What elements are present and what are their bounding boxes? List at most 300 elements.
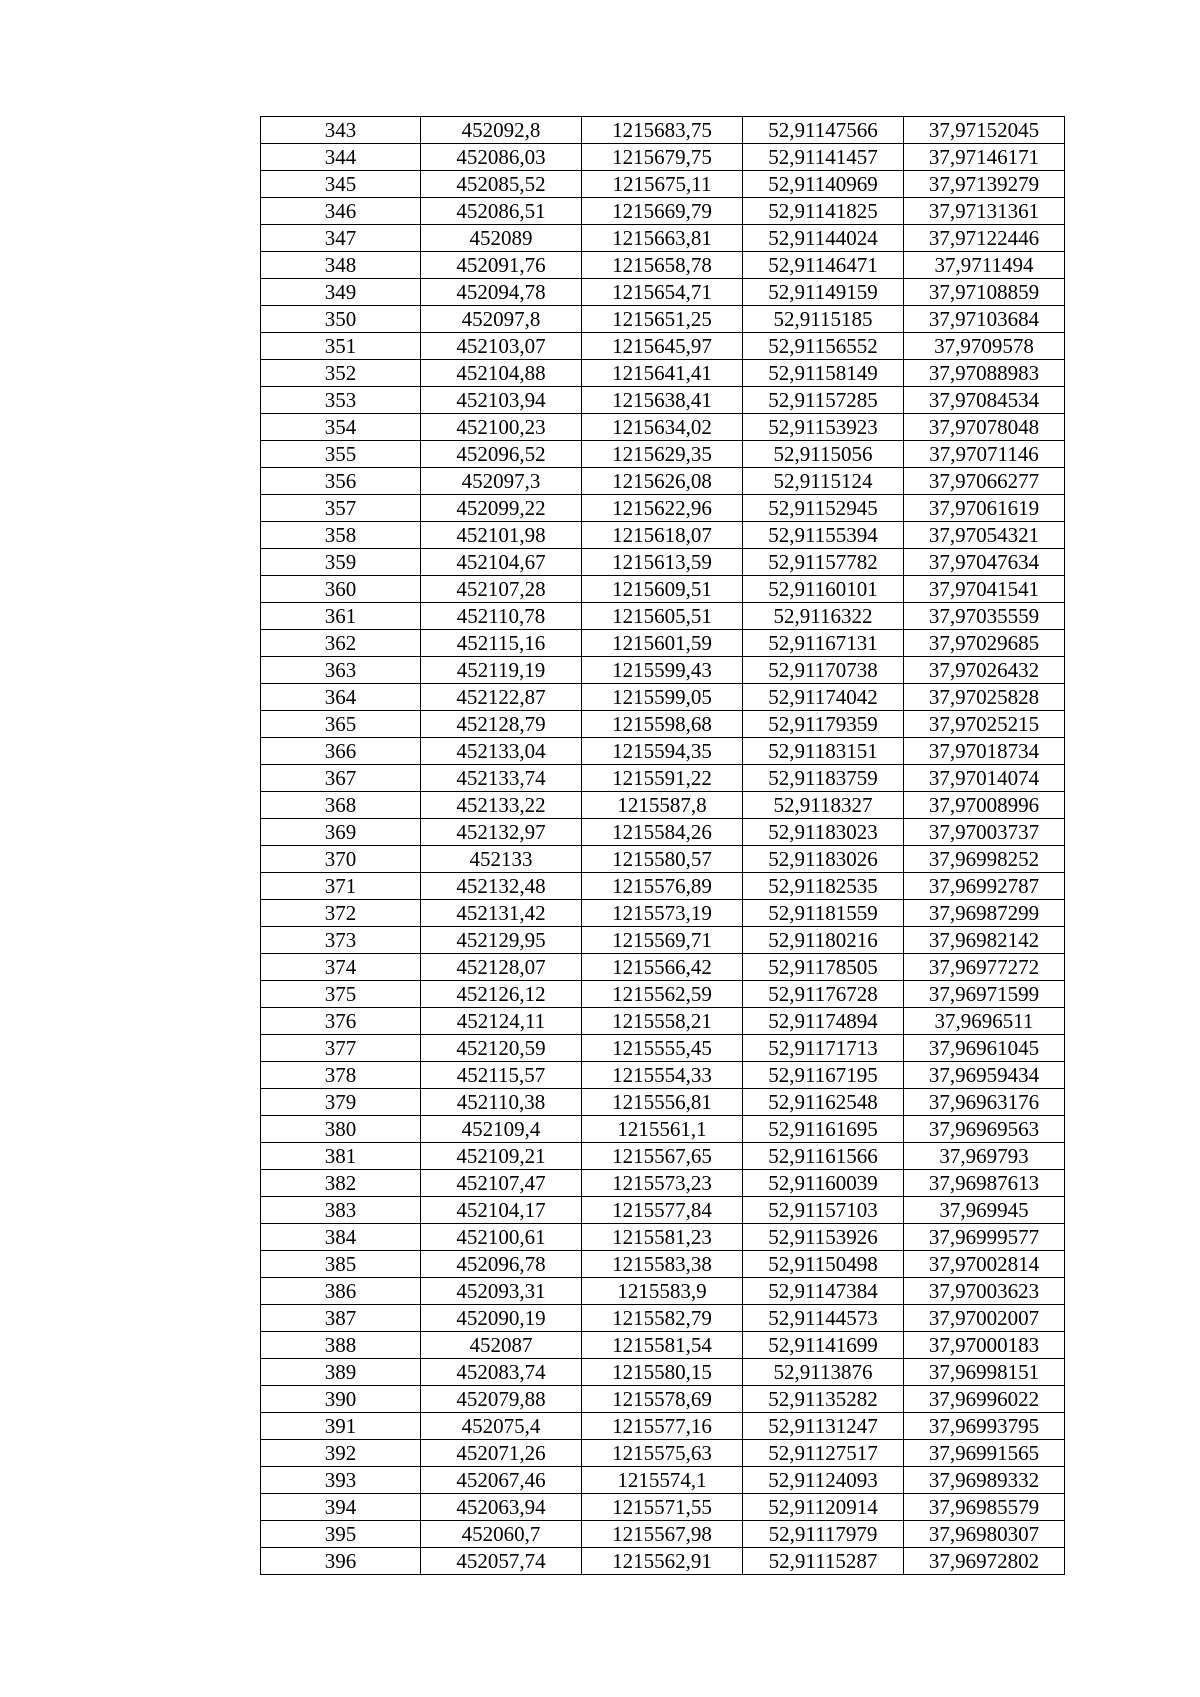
- x-coordinate-cell: 452071,26: [421, 1440, 582, 1467]
- point-number-cell: 369: [261, 819, 421, 846]
- table-row: [261, 819, 1065, 846]
- longitude-cell: 37,97018734: [904, 738, 1065, 765]
- x-coordinate-cell: 452089: [421, 225, 582, 252]
- point-number-cell: 374: [261, 954, 421, 981]
- y-coordinate-cell: 1215622,96: [582, 495, 743, 522]
- x-coordinate-cell: 452133,74: [421, 765, 582, 792]
- table-row: [261, 1413, 1065, 1440]
- latitude-cell: 52,91183023: [743, 819, 904, 846]
- x-coordinate-cell: 452126,12: [421, 981, 582, 1008]
- table-row: [261, 603, 1065, 630]
- y-coordinate-cell: 1215605,51: [582, 603, 743, 630]
- x-coordinate-cell: 452119,19: [421, 657, 582, 684]
- point-number-cell: 388: [261, 1332, 421, 1359]
- table-row: [261, 522, 1065, 549]
- table-row: [261, 144, 1065, 171]
- latitude-cell: 52,91157782: [743, 549, 904, 576]
- table-row: [261, 225, 1065, 252]
- x-coordinate-cell: 452079,88: [421, 1386, 582, 1413]
- point-number-cell: 364: [261, 684, 421, 711]
- x-coordinate-cell: 452096,52: [421, 441, 582, 468]
- point-number-cell: 346: [261, 198, 421, 225]
- longitude-cell: 37,96969563: [904, 1116, 1065, 1143]
- x-coordinate-cell: 452115,57: [421, 1062, 582, 1089]
- longitude-cell: 37,97008996: [904, 792, 1065, 819]
- point-number-cell: 356: [261, 468, 421, 495]
- longitude-cell: 37,96971599: [904, 981, 1065, 1008]
- latitude-cell: 52,91120914: [743, 1494, 904, 1521]
- latitude-cell: 52,91183026: [743, 846, 904, 873]
- point-number-cell: 392: [261, 1440, 421, 1467]
- x-coordinate-cell: 452094,78: [421, 279, 582, 306]
- latitude-cell: 52,91160039: [743, 1170, 904, 1197]
- latitude-cell: 52,91144573: [743, 1305, 904, 1332]
- y-coordinate-cell: 1215613,59: [582, 549, 743, 576]
- point-number-cell: 354: [261, 414, 421, 441]
- point-number-cell: 396: [261, 1548, 421, 1575]
- table-row: [261, 387, 1065, 414]
- table-row: [261, 279, 1065, 306]
- longitude-cell: 37,97054321: [904, 522, 1065, 549]
- point-number-cell: 384: [261, 1224, 421, 1251]
- longitude-cell: 37,97139279: [904, 171, 1065, 198]
- x-coordinate-cell: 452115,16: [421, 630, 582, 657]
- longitude-cell: 37,96961045: [904, 1035, 1065, 1062]
- y-coordinate-cell: 1215575,63: [582, 1440, 743, 1467]
- longitude-cell: 37,97103684: [904, 306, 1065, 333]
- point-number-cell: 343: [261, 117, 421, 144]
- x-coordinate-cell: 452097,3: [421, 468, 582, 495]
- table-row: [261, 1548, 1065, 1575]
- coordinates-table: [260, 116, 1065, 1575]
- latitude-cell: 52,91150498: [743, 1251, 904, 1278]
- point-number-cell: 377: [261, 1035, 421, 1062]
- longitude-cell: 37,97146171: [904, 144, 1065, 171]
- x-coordinate-cell: 452124,11: [421, 1008, 582, 1035]
- latitude-cell: 52,91147566: [743, 117, 904, 144]
- y-coordinate-cell: 1215663,81: [582, 225, 743, 252]
- x-coordinate-cell: 452128,07: [421, 954, 582, 981]
- y-coordinate-cell: 1215658,78: [582, 252, 743, 279]
- longitude-cell: 37,96996022: [904, 1386, 1065, 1413]
- y-coordinate-cell: 1215584,26: [582, 819, 743, 846]
- latitude-cell: 52,91174042: [743, 684, 904, 711]
- point-number-cell: 357: [261, 495, 421, 522]
- latitude-cell: 52,91117979: [743, 1521, 904, 1548]
- latitude-cell: 52,91156552: [743, 333, 904, 360]
- table-row: [261, 1197, 1065, 1224]
- longitude-cell: 37,96987299: [904, 900, 1065, 927]
- latitude-cell: 52,91149159: [743, 279, 904, 306]
- longitude-cell: 37,97071146: [904, 441, 1065, 468]
- y-coordinate-cell: 1215561,1: [582, 1116, 743, 1143]
- latitude-cell: 52,91152945: [743, 495, 904, 522]
- latitude-cell: 52,91176728: [743, 981, 904, 1008]
- y-coordinate-cell: 1215626,08: [582, 468, 743, 495]
- table-row: [261, 927, 1065, 954]
- y-coordinate-cell: 1215629,35: [582, 441, 743, 468]
- y-coordinate-cell: 1215555,45: [582, 1035, 743, 1062]
- point-number-cell: 359: [261, 549, 421, 576]
- latitude-cell: 52,91183759: [743, 765, 904, 792]
- x-coordinate-cell: 452092,8: [421, 117, 582, 144]
- x-coordinate-cell: 452063,94: [421, 1494, 582, 1521]
- coordinates-table-body: [261, 117, 1065, 1575]
- x-coordinate-cell: 452057,74: [421, 1548, 582, 1575]
- latitude-cell: 52,91180216: [743, 927, 904, 954]
- y-coordinate-cell: 1215580,57: [582, 846, 743, 873]
- point-number-cell: 389: [261, 1359, 421, 1386]
- y-coordinate-cell: 1215578,69: [582, 1386, 743, 1413]
- point-number-cell: 373: [261, 927, 421, 954]
- point-number-cell: 370: [261, 846, 421, 873]
- x-coordinate-cell: 452085,52: [421, 171, 582, 198]
- longitude-cell: 37,97108859: [904, 279, 1065, 306]
- latitude-cell: 52,91160101: [743, 576, 904, 603]
- table-row: [261, 954, 1065, 981]
- y-coordinate-cell: 1215583,38: [582, 1251, 743, 1278]
- point-number-cell: 358: [261, 522, 421, 549]
- table-row: [261, 1224, 1065, 1251]
- table-row: [261, 1116, 1065, 1143]
- y-coordinate-cell: 1215567,98: [582, 1521, 743, 1548]
- point-number-cell: 385: [261, 1251, 421, 1278]
- table-row: [261, 468, 1065, 495]
- x-coordinate-cell: 452060,7: [421, 1521, 582, 1548]
- y-coordinate-cell: 1215645,97: [582, 333, 743, 360]
- table-row: [261, 1251, 1065, 1278]
- y-coordinate-cell: 1215576,89: [582, 873, 743, 900]
- x-coordinate-cell: 452132,97: [421, 819, 582, 846]
- x-coordinate-cell: 452091,76: [421, 252, 582, 279]
- longitude-cell: 37,96985579: [904, 1494, 1065, 1521]
- latitude-cell: 52,91144024: [743, 225, 904, 252]
- y-coordinate-cell: 1215582,79: [582, 1305, 743, 1332]
- latitude-cell: 52,91153923: [743, 414, 904, 441]
- table-row: [261, 1305, 1065, 1332]
- latitude-cell: 52,91131247: [743, 1413, 904, 1440]
- latitude-cell: 52,91183151: [743, 738, 904, 765]
- longitude-cell: 37,97131361: [904, 198, 1065, 225]
- y-coordinate-cell: 1215567,65: [582, 1143, 743, 1170]
- point-number-cell: 368: [261, 792, 421, 819]
- x-coordinate-cell: 452083,74: [421, 1359, 582, 1386]
- y-coordinate-cell: 1215651,25: [582, 306, 743, 333]
- point-number-cell: 380: [261, 1116, 421, 1143]
- longitude-cell: 37,97014074: [904, 765, 1065, 792]
- longitude-cell: 37,97025828: [904, 684, 1065, 711]
- latitude-cell: 52,91127517: [743, 1440, 904, 1467]
- y-coordinate-cell: 1215587,8: [582, 792, 743, 819]
- y-coordinate-cell: 1215569,71: [582, 927, 743, 954]
- x-coordinate-cell: 452109,4: [421, 1116, 582, 1143]
- longitude-cell: 37,96959434: [904, 1062, 1065, 1089]
- table-row: [261, 630, 1065, 657]
- latitude-cell: 52,91157103: [743, 1197, 904, 1224]
- x-coordinate-cell: 452109,21: [421, 1143, 582, 1170]
- table-row: [261, 441, 1065, 468]
- y-coordinate-cell: 1215580,15: [582, 1359, 743, 1386]
- y-coordinate-cell: 1215581,23: [582, 1224, 743, 1251]
- table-row: [261, 1467, 1065, 1494]
- y-coordinate-cell: 1215591,22: [582, 765, 743, 792]
- longitude-cell: 37,96987613: [904, 1170, 1065, 1197]
- point-number-cell: 344: [261, 144, 421, 171]
- latitude-cell: 52,91167195: [743, 1062, 904, 1089]
- point-number-cell: 365: [261, 711, 421, 738]
- longitude-cell: 37,96982142: [904, 927, 1065, 954]
- table-row: [261, 252, 1065, 279]
- point-number-cell: 382: [261, 1170, 421, 1197]
- table-row: [261, 576, 1065, 603]
- table-row: [261, 414, 1065, 441]
- x-coordinate-cell: 452103,07: [421, 333, 582, 360]
- x-coordinate-cell: 452099,22: [421, 495, 582, 522]
- x-coordinate-cell: 452075,4: [421, 1413, 582, 1440]
- x-coordinate-cell: 452107,28: [421, 576, 582, 603]
- longitude-cell: 37,97066277: [904, 468, 1065, 495]
- x-coordinate-cell: 452110,38: [421, 1089, 582, 1116]
- table-row: [261, 549, 1065, 576]
- longitude-cell: 37,969945: [904, 1197, 1065, 1224]
- y-coordinate-cell: 1215634,02: [582, 414, 743, 441]
- latitude-cell: 52,91161695: [743, 1116, 904, 1143]
- y-coordinate-cell: 1215573,23: [582, 1170, 743, 1197]
- point-number-cell: 347: [261, 225, 421, 252]
- y-coordinate-cell: 1215599,43: [582, 657, 743, 684]
- latitude-cell: 52,91141699: [743, 1332, 904, 1359]
- longitude-cell: 37,96991565: [904, 1440, 1065, 1467]
- point-number-cell: 372: [261, 900, 421, 927]
- y-coordinate-cell: 1215654,71: [582, 279, 743, 306]
- x-coordinate-cell: 452087: [421, 1332, 582, 1359]
- table-row: [261, 900, 1065, 927]
- latitude-cell: 52,9115185: [743, 306, 904, 333]
- table-row: [261, 333, 1065, 360]
- longitude-cell: 37,97088983: [904, 360, 1065, 387]
- table-row: [261, 1278, 1065, 1305]
- x-coordinate-cell: 452096,78: [421, 1251, 582, 1278]
- y-coordinate-cell: 1215558,21: [582, 1008, 743, 1035]
- y-coordinate-cell: 1215577,16: [582, 1413, 743, 1440]
- latitude-cell: 52,91174894: [743, 1008, 904, 1035]
- x-coordinate-cell: 452093,31: [421, 1278, 582, 1305]
- point-number-cell: 351: [261, 333, 421, 360]
- x-coordinate-cell: 452110,78: [421, 603, 582, 630]
- y-coordinate-cell: 1215577,84: [582, 1197, 743, 1224]
- point-number-cell: 387: [261, 1305, 421, 1332]
- table-row: [261, 198, 1065, 225]
- longitude-cell: 37,9711494: [904, 252, 1065, 279]
- x-coordinate-cell: 452133,22: [421, 792, 582, 819]
- latitude-cell: 52,91135282: [743, 1386, 904, 1413]
- latitude-cell: 52,9113876: [743, 1359, 904, 1386]
- longitude-cell: 37,97152045: [904, 117, 1065, 144]
- table-row: [261, 684, 1065, 711]
- point-number-cell: 375: [261, 981, 421, 1008]
- point-number-cell: 345: [261, 171, 421, 198]
- y-coordinate-cell: 1215669,79: [582, 198, 743, 225]
- y-coordinate-cell: 1215571,55: [582, 1494, 743, 1521]
- table-row: [261, 981, 1065, 1008]
- y-coordinate-cell: 1215598,68: [582, 711, 743, 738]
- table-row: [261, 738, 1065, 765]
- table-row: [261, 1089, 1065, 1116]
- point-number-cell: 349: [261, 279, 421, 306]
- y-coordinate-cell: 1215562,91: [582, 1548, 743, 1575]
- point-number-cell: 352: [261, 360, 421, 387]
- latitude-cell: 52,91157285: [743, 387, 904, 414]
- longitude-cell: 37,96999577: [904, 1224, 1065, 1251]
- x-coordinate-cell: 452133: [421, 846, 582, 873]
- x-coordinate-cell: 452104,67: [421, 549, 582, 576]
- latitude-cell: 52,91124093: [743, 1467, 904, 1494]
- latitude-cell: 52,91179359: [743, 711, 904, 738]
- point-number-cell: 353: [261, 387, 421, 414]
- table-row: [261, 1143, 1065, 1170]
- latitude-cell: 52,91141825: [743, 198, 904, 225]
- point-number-cell: 363: [261, 657, 421, 684]
- y-coordinate-cell: 1215566,42: [582, 954, 743, 981]
- y-coordinate-cell: 1215594,35: [582, 738, 743, 765]
- latitude-cell: 52,91182535: [743, 873, 904, 900]
- table-row: [261, 1494, 1065, 1521]
- longitude-cell: 37,9696511: [904, 1008, 1065, 1035]
- table-row: [261, 360, 1065, 387]
- table-row: [261, 1440, 1065, 1467]
- y-coordinate-cell: 1215683,75: [582, 117, 743, 144]
- longitude-cell: 37,969793: [904, 1143, 1065, 1170]
- point-number-cell: 366: [261, 738, 421, 765]
- latitude-cell: 52,91155394: [743, 522, 904, 549]
- point-number-cell: 360: [261, 576, 421, 603]
- table-row: [261, 873, 1065, 900]
- y-coordinate-cell: 1215562,59: [582, 981, 743, 1008]
- longitude-cell: 37,97026432: [904, 657, 1065, 684]
- longitude-cell: 37,96998252: [904, 846, 1065, 873]
- point-number-cell: 395: [261, 1521, 421, 1548]
- x-coordinate-cell: 452103,94: [421, 387, 582, 414]
- y-coordinate-cell: 1215601,59: [582, 630, 743, 657]
- point-number-cell: 379: [261, 1089, 421, 1116]
- table-row: [261, 1386, 1065, 1413]
- table-row: [261, 765, 1065, 792]
- table-row: [261, 1008, 1065, 1035]
- latitude-cell: 52,9115056: [743, 441, 904, 468]
- latitude-cell: 52,91170738: [743, 657, 904, 684]
- latitude-cell: 52,91153926: [743, 1224, 904, 1251]
- x-coordinate-cell: 452104,17: [421, 1197, 582, 1224]
- point-number-cell: 361: [261, 603, 421, 630]
- point-number-cell: 348: [261, 252, 421, 279]
- table-row: [261, 1062, 1065, 1089]
- x-coordinate-cell: 452133,04: [421, 738, 582, 765]
- y-coordinate-cell: 1215609,51: [582, 576, 743, 603]
- table-row: [261, 711, 1065, 738]
- point-number-cell: 371: [261, 873, 421, 900]
- latitude-cell: 52,9118327: [743, 792, 904, 819]
- table-row: [261, 117, 1065, 144]
- x-coordinate-cell: 452120,59: [421, 1035, 582, 1062]
- longitude-cell: 37,97002814: [904, 1251, 1065, 1278]
- y-coordinate-cell: 1215675,11: [582, 171, 743, 198]
- table-row: [261, 792, 1065, 819]
- longitude-cell: 37,97035559: [904, 603, 1065, 630]
- y-coordinate-cell: 1215641,41: [582, 360, 743, 387]
- point-number-cell: 390: [261, 1386, 421, 1413]
- table-row: [261, 1035, 1065, 1062]
- longitude-cell: 37,97047634: [904, 549, 1065, 576]
- point-number-cell: 362: [261, 630, 421, 657]
- table-row: [261, 846, 1065, 873]
- longitude-cell: 37,97078048: [904, 414, 1065, 441]
- table-row: [261, 306, 1065, 333]
- y-coordinate-cell: 1215574,1: [582, 1467, 743, 1494]
- latitude-cell: 52,9116322: [743, 603, 904, 630]
- latitude-cell: 52,91115287: [743, 1548, 904, 1575]
- longitude-cell: 37,96972802: [904, 1548, 1065, 1575]
- x-coordinate-cell: 452090,19: [421, 1305, 582, 1332]
- y-coordinate-cell: 1215583,9: [582, 1278, 743, 1305]
- table-row: [261, 1332, 1065, 1359]
- latitude-cell: 52,9115124: [743, 468, 904, 495]
- latitude-cell: 52,91167131: [743, 630, 904, 657]
- point-number-cell: 383: [261, 1197, 421, 1224]
- x-coordinate-cell: 452067,46: [421, 1467, 582, 1494]
- point-number-cell: 376: [261, 1008, 421, 1035]
- latitude-cell: 52,91146471: [743, 252, 904, 279]
- longitude-cell: 37,96993795: [904, 1413, 1065, 1440]
- longitude-cell: 37,97029685: [904, 630, 1065, 657]
- y-coordinate-cell: 1215618,07: [582, 522, 743, 549]
- longitude-cell: 37,96998151: [904, 1359, 1065, 1386]
- longitude-cell: 37,96989332: [904, 1467, 1065, 1494]
- x-coordinate-cell: 452100,61: [421, 1224, 582, 1251]
- x-coordinate-cell: 452128,79: [421, 711, 582, 738]
- x-coordinate-cell: 452129,95: [421, 927, 582, 954]
- x-coordinate-cell: 452122,87: [421, 684, 582, 711]
- x-coordinate-cell: 452104,88: [421, 360, 582, 387]
- point-number-cell: 394: [261, 1494, 421, 1521]
- table-row: [261, 1359, 1065, 1386]
- latitude-cell: 52,91178505: [743, 954, 904, 981]
- latitude-cell: 52,91181559: [743, 900, 904, 927]
- longitude-cell: 37,97061619: [904, 495, 1065, 522]
- latitude-cell: 52,91141457: [743, 144, 904, 171]
- latitude-cell: 52,91161566: [743, 1143, 904, 1170]
- table-row: [261, 1521, 1065, 1548]
- longitude-cell: 37,96992787: [904, 873, 1065, 900]
- longitude-cell: 37,97041541: [904, 576, 1065, 603]
- y-coordinate-cell: 1215679,75: [582, 144, 743, 171]
- x-coordinate-cell: 452086,51: [421, 198, 582, 225]
- y-coordinate-cell: 1215581,54: [582, 1332, 743, 1359]
- longitude-cell: 37,96977272: [904, 954, 1065, 981]
- y-coordinate-cell: 1215599,05: [582, 684, 743, 711]
- x-coordinate-cell: 452100,23: [421, 414, 582, 441]
- longitude-cell: 37,97003737: [904, 819, 1065, 846]
- table-row: [261, 495, 1065, 522]
- longitude-cell: 37,97003623: [904, 1278, 1065, 1305]
- latitude-cell: 52,91140969: [743, 171, 904, 198]
- y-coordinate-cell: 1215556,81: [582, 1089, 743, 1116]
- point-number-cell: 386: [261, 1278, 421, 1305]
- table-row: [261, 171, 1065, 198]
- y-coordinate-cell: 1215554,33: [582, 1062, 743, 1089]
- table-row: [261, 657, 1065, 684]
- table-row: [261, 1170, 1065, 1197]
- point-number-cell: 381: [261, 1143, 421, 1170]
